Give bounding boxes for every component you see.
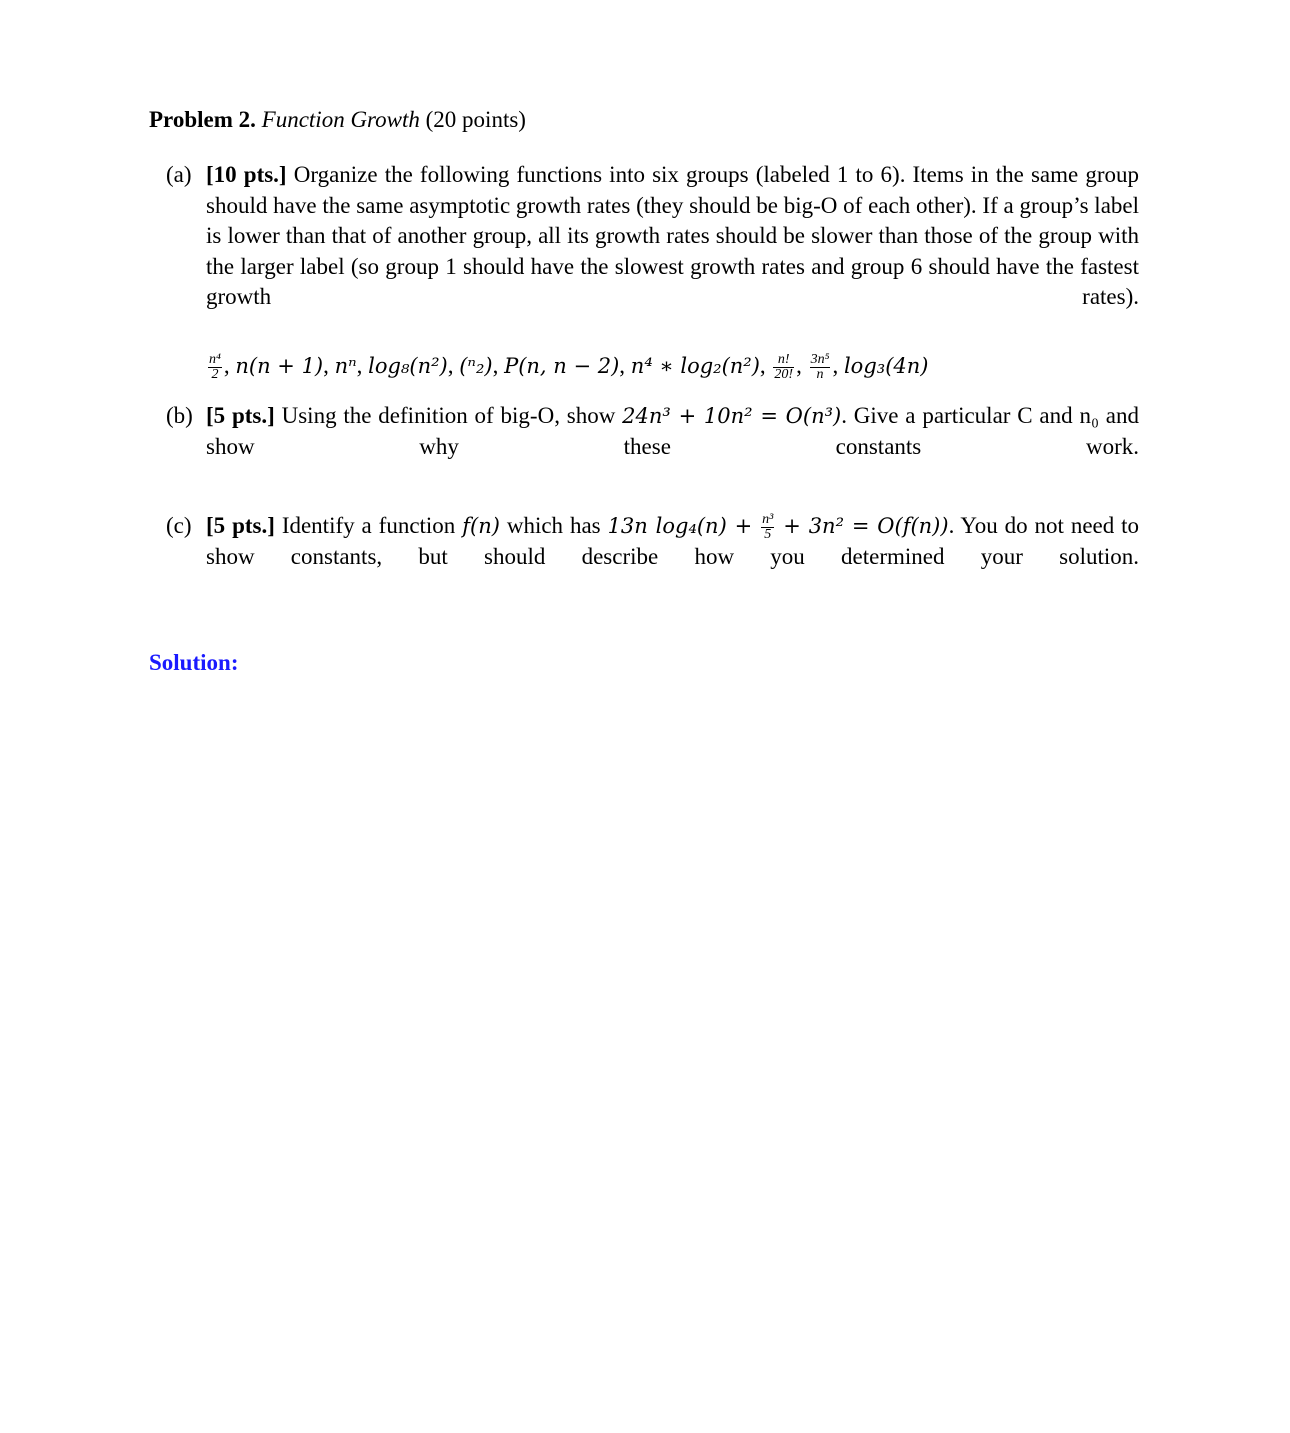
function-item: n(n + 1) [235, 354, 324, 378]
part-description: Organize the following functions into six groups (labeled 1 to 6). Items in the same group should have the same asymptotic growth rates (they should be big-O of each other). If a group’s label is lower than that of another group, all its growth rates should be slower than those of the group with the larger label (so group 1 should have the slowest growth rates and group 6 should have the fastest growth rates). [206, 162, 1140, 309]
part-b [149, 401, 1139, 493]
function-item: n⁴ ∗ log₂(n²) [630, 354, 760, 378]
part-text [206, 511, 1139, 603]
function-list: $\frac{\text{n⁴}}{2}$ , n(n + 1), nⁿ, log₈(n²), (ⁿ₂), P(n, n − 2), n⁴ ∗ log₂(n²), $\frac{n!}{20!}$ , $\frac{\text{3n⁵}}{n}$ , log₃(4n) [209, 352, 929, 383]
part-text [206, 401, 1139, 493]
part-description-tail: . Give a particular C and n₀ and show why these constants work. [206, 403, 1139, 459]
math-function: f(n) [462, 513, 500, 538]
function-item: (ⁿ₂) [459, 354, 493, 378]
part-description: Identify a function [281, 512, 456, 538]
function-item: P(n, n − 2) [504, 354, 620, 378]
part-text [206, 160, 1139, 343]
problem-label: Problem 2. [149, 107, 256, 132]
part-c [149, 511, 1139, 603]
solution-label: Solution: [149, 649, 239, 675]
math-expression: 24n³ + 10n² = O(n³) [622, 404, 842, 428]
document-page [149, 104, 1139, 679]
part-description-tail: . You do not need to show constants, but should describe how you determined your solution. [206, 512, 1140, 569]
part-label: (b) [166, 403, 193, 428]
part-description-mid: which has [506, 512, 601, 538]
math-fraction: $\frac{\text{n³}}{5}$ [762, 511, 774, 542]
parts-list [149, 160, 1139, 603]
math-expression: 13n log₄(n) + [607, 513, 753, 538]
part-a [149, 160, 1139, 383]
part-label: (c) [166, 512, 192, 538]
function-item: $\frac{\text{n⁴}}{2}$ [209, 352, 221, 383]
math-expression: + 3n² = O(f(n)) [783, 513, 949, 538]
function-item: log₃(4n) [843, 354, 929, 378]
problem-heading [149, 104, 1139, 136]
problem-points: (20 points) [425, 107, 526, 132]
function-item: $\frac{n!}{20!}$ [774, 352, 794, 383]
part-points: [5 pts.] [206, 403, 275, 428]
function-item: log₈(n²) [368, 354, 448, 378]
part-points: [10 pts.] [206, 162, 287, 187]
function-item: nⁿ [334, 354, 357, 378]
problem-title: Function Growth [261, 107, 420, 132]
part-label: (a) [166, 162, 192, 187]
part-points: [5 pts.] [206, 512, 275, 538]
part-description: Using the definition of big-O, show [281, 403, 616, 428]
function-item: $\frac{\text{3n⁵}}{n}$ [810, 352, 830, 383]
